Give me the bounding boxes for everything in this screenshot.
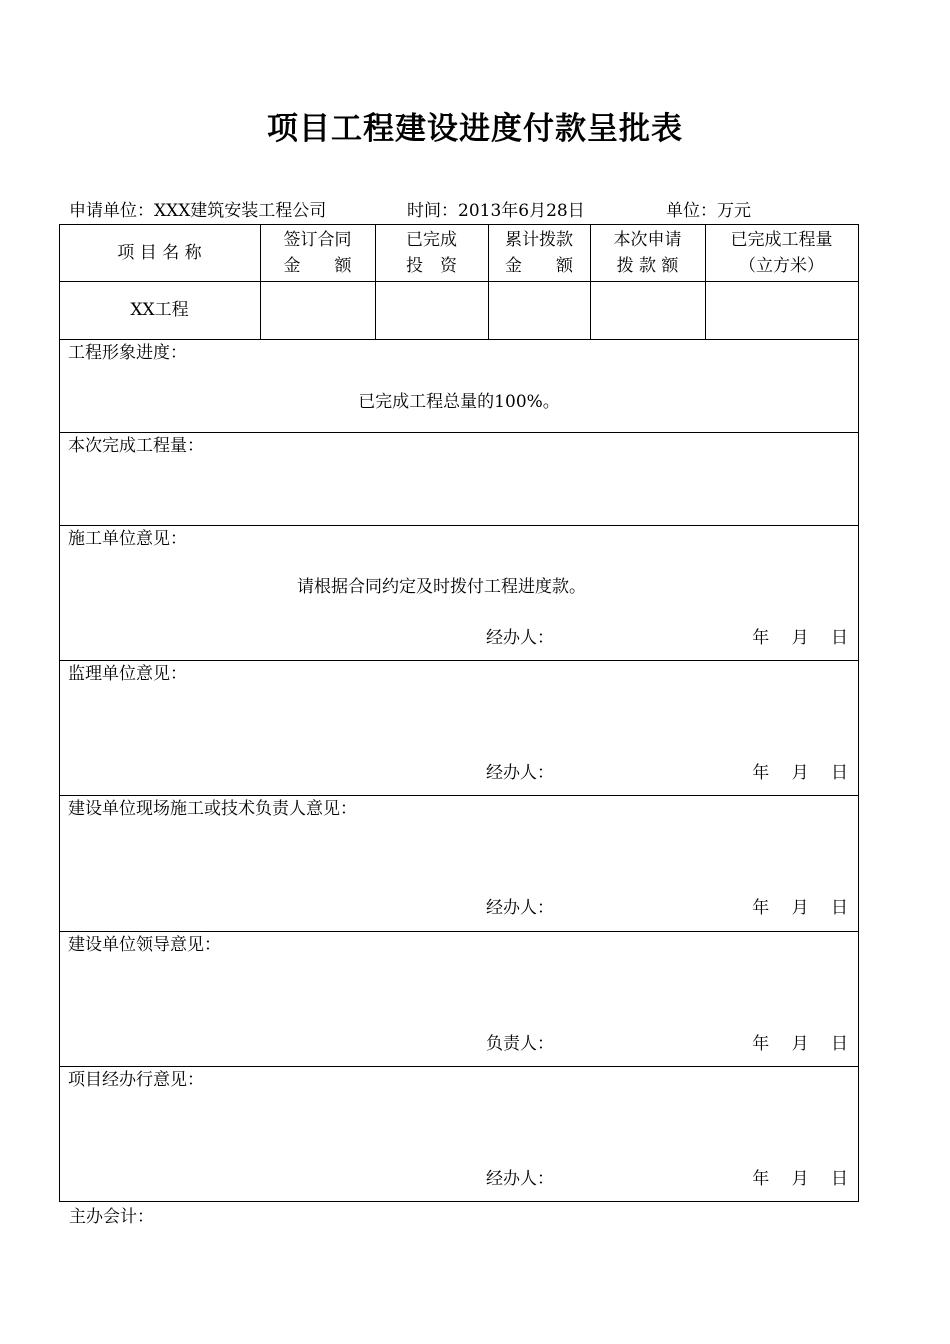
contractor-opinion-content: 请根据合同约定及时拨付工程进度款。	[297, 577, 586, 597]
chief-accountant-label: 主办会计：	[69, 1207, 154, 1227]
header-cumulative-payment-line1: 累计拨款	[505, 230, 573, 250]
site-lead-date-label: 年 月 日	[752, 898, 848, 918]
leader-signer-label: 负责人：	[486, 1034, 554, 1054]
project-name-cell: XX工程	[130, 300, 189, 320]
page-title: 项目工程建设进度付款呈批表	[267, 111, 683, 147]
header-cumulative-payment-line2: 金 额	[505, 256, 573, 276]
header-project-name: 项 目 名 称	[117, 243, 202, 263]
unit-label: 单位：万元	[666, 201, 751, 221]
office-signer-label: 经办人：	[486, 1169, 554, 1189]
table-divider	[59, 660, 859, 661]
site-lead-signer-label: 经办人：	[486, 898, 554, 918]
table-divider	[59, 1066, 859, 1067]
office-date-label: 年 月 日	[752, 1169, 848, 1189]
table-border	[59, 1201, 859, 1202]
header-completed-investment-line1: 已完成	[406, 230, 457, 250]
supervisor-date-label: 年 月 日	[752, 763, 848, 783]
table-divider	[59, 525, 859, 526]
progress-content: 已完成工程总量的100%。	[358, 392, 560, 412]
table-divider	[59, 931, 859, 932]
leader-date-label: 年 月 日	[752, 1034, 848, 1054]
header-completed-volume-line2: （立方米）	[739, 256, 824, 276]
table-border	[59, 224, 60, 1202]
table-divider	[59, 281, 859, 282]
table-divider	[59, 339, 859, 340]
contractor-signer-label: 经办人：	[486, 628, 554, 648]
table-divider	[59, 795, 859, 796]
header-current-request-line2: 拨 款 额	[616, 256, 679, 276]
header-current-request-line1: 本次申请	[613, 230, 682, 250]
header-completed-volume-line1: 已完成工程量	[730, 230, 833, 250]
applicant-label: 申请单位：XXX建筑安装工程公司	[69, 201, 327, 221]
supervisor-signer-label: 经办人：	[486, 763, 554, 783]
site-lead-opinion-label: 建设单位现场施工或技术负责人意见：	[68, 799, 357, 819]
progress-label: 工程形象进度：	[68, 343, 187, 363]
table-divider	[59, 432, 859, 433]
header-contract-amount-line2: 金 额	[283, 256, 352, 276]
date-label: 时间：2013年6月28日	[407, 201, 585, 221]
header-completed-investment-line2: 投 资	[406, 256, 457, 276]
contractor-opinion-label: 施工单位意见：	[68, 529, 187, 549]
office-opinion-label: 项目经办行意见：	[68, 1070, 204, 1090]
contractor-date-label: 年 月 日	[752, 628, 848, 648]
current-work-label: 本次完成工程量：	[68, 436, 204, 456]
header-contract-amount-line1: 签订合同	[283, 230, 352, 250]
table-border	[858, 224, 859, 1202]
approval-form	[59, 224, 858, 1202]
leader-opinion-label: 建设单位领导意见：	[68, 935, 221, 955]
supervisor-opinion-label: 监理单位意见：	[68, 664, 187, 684]
table-border	[59, 224, 859, 225]
